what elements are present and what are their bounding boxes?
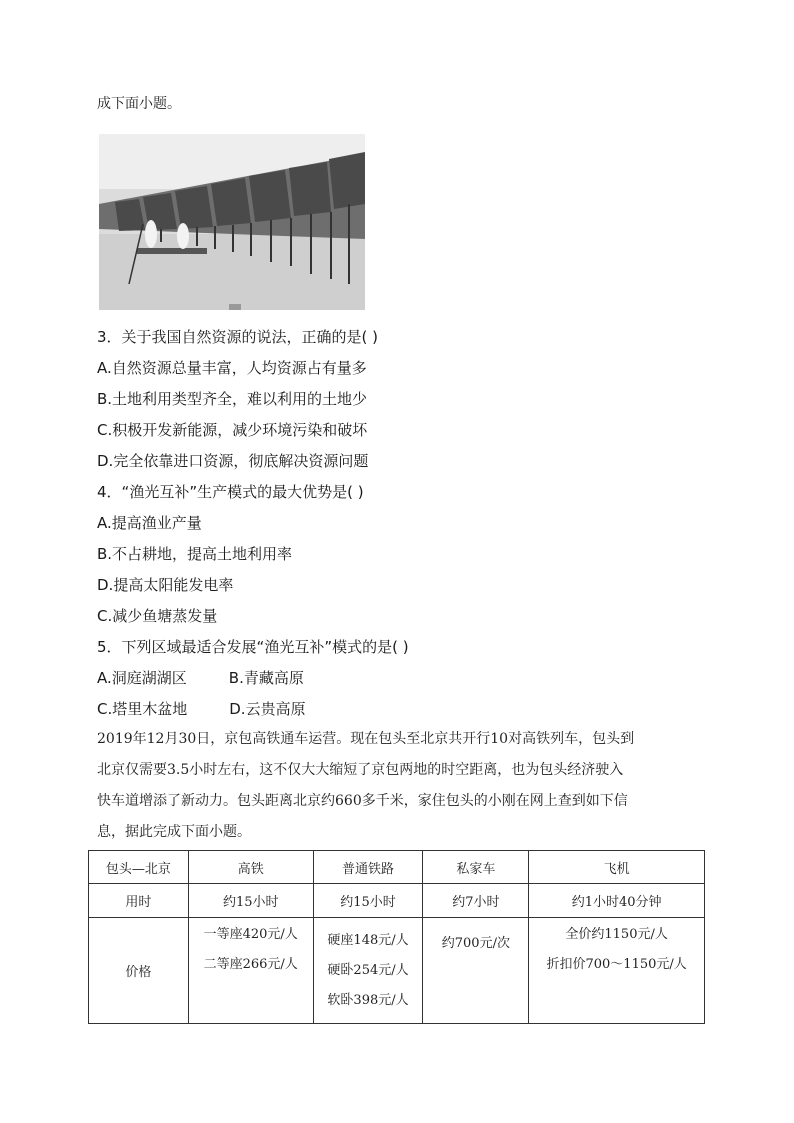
travel-comparison-table bbox=[88, 850, 705, 1024]
table-cell-time-car: 约7小时 bbox=[423, 884, 529, 918]
table-header-gaotie: 高铁 bbox=[188, 851, 313, 884]
table-header-car: 私家车 bbox=[423, 851, 529, 884]
table-cell-price-label: 价格 bbox=[89, 918, 189, 1024]
table-cell-time-putong: 约15小时 bbox=[313, 884, 423, 918]
intro-text-top: 成下面小题。 bbox=[97, 96, 181, 112]
question-3-stem: 3．关于我国自然资源的说法，正确的是( ) bbox=[97, 328, 379, 346]
question-3-option-b: B.土地利用类型齐全，难以利用的土地少 bbox=[97, 390, 368, 408]
table-cell-price-car: 约700元/次 bbox=[423, 918, 529, 1024]
solar-panel-illustration bbox=[99, 134, 365, 310]
question-4-option-b: B.不占耕地，提高土地利用率 bbox=[97, 545, 293, 563]
table-cell-price-putong bbox=[313, 918, 423, 1024]
table-row-time bbox=[89, 884, 705, 918]
context-paragraph bbox=[97, 724, 707, 848]
question-5-option-d: D.云贵高原 bbox=[229, 700, 306, 718]
question-3-option-c: C.积极开发新能源，减少环境污染和破坏 bbox=[97, 421, 368, 439]
question-5-option-b: B.青藏高原 bbox=[228, 669, 304, 687]
paragraph-line-1: 2019年12月30日，京包高铁通车运营。现在包头至北京共开行10对高铁列车，包头到 bbox=[97, 731, 635, 747]
putong-price-yingwo: 硬卧254元/人 bbox=[327, 962, 409, 978]
question-4-option-a: A.提高渔业产量 bbox=[97, 514, 202, 532]
question-3-option-d: D.完全依靠进口资源，彻底解决资源问题 bbox=[97, 452, 369, 470]
table-cell-price-gaotie bbox=[188, 918, 313, 1024]
question-5-option-c: C.塔里木盆地 bbox=[97, 700, 188, 718]
putong-price-yingzuo: 硬座148元/人 bbox=[327, 932, 409, 948]
table-row-price bbox=[89, 918, 705, 1024]
gaotie-price-second: 二等座266元/人 bbox=[203, 957, 298, 972]
question-5-options-row-2 bbox=[97, 698, 306, 719]
putong-price-ruanwo: 软卧398元/人 bbox=[327, 992, 409, 1008]
plane-price-discount: 折扣价700～1150元/人 bbox=[546, 957, 687, 972]
plane-price-full: 全价约1150元/人 bbox=[565, 927, 668, 942]
question-5-stem: 5．下列区域最适合发展“渔光互补”模式的是( ) bbox=[97, 638, 409, 656]
question-4-option-d: D.提高太阳能发电率 bbox=[97, 576, 234, 594]
table-cell-time-gaotie: 约15小时 bbox=[188, 884, 313, 918]
paragraph-line-3: 快车道增添了新动力。包头距离北京约660多千米，家住包头的小刚在网上查到如下信 bbox=[97, 793, 628, 809]
table-cell-time-plane: 约1小时40分钟 bbox=[529, 884, 705, 918]
fishery-solar-photo bbox=[99, 134, 365, 310]
table-header-route: 包头—北京 bbox=[89, 851, 189, 884]
table-header-plane: 飞机 bbox=[529, 851, 705, 884]
table-header-putong: 普通铁路 bbox=[313, 851, 423, 884]
paragraph-line-2: 北京仅需要3.5小时左右，这不仅大大缩短了京包两地的时空距离，也为包头经济驶入 bbox=[97, 762, 624, 778]
table-cell-price-plane bbox=[529, 918, 705, 1024]
question-5-options-row-1 bbox=[97, 667, 304, 688]
question-3-option-a: A.自然资源总量丰富，人均资源占有量多 bbox=[97, 359, 367, 377]
question-4-option-c: C.减少鱼塘蒸发量 bbox=[97, 607, 218, 625]
table-header-row bbox=[89, 851, 705, 884]
question-5-option-a: A.洞庭湖湖区 bbox=[97, 669, 187, 687]
paragraph-line-4: 息，据此完成下面小题。 bbox=[97, 824, 251, 840]
gaotie-price-first: 一等座420元/人 bbox=[203, 927, 298, 942]
question-4-stem: 4．“渔光互补”生产模式的最大优势是( ) bbox=[97, 483, 364, 501]
table-cell-time-label: 用时 bbox=[89, 884, 189, 918]
